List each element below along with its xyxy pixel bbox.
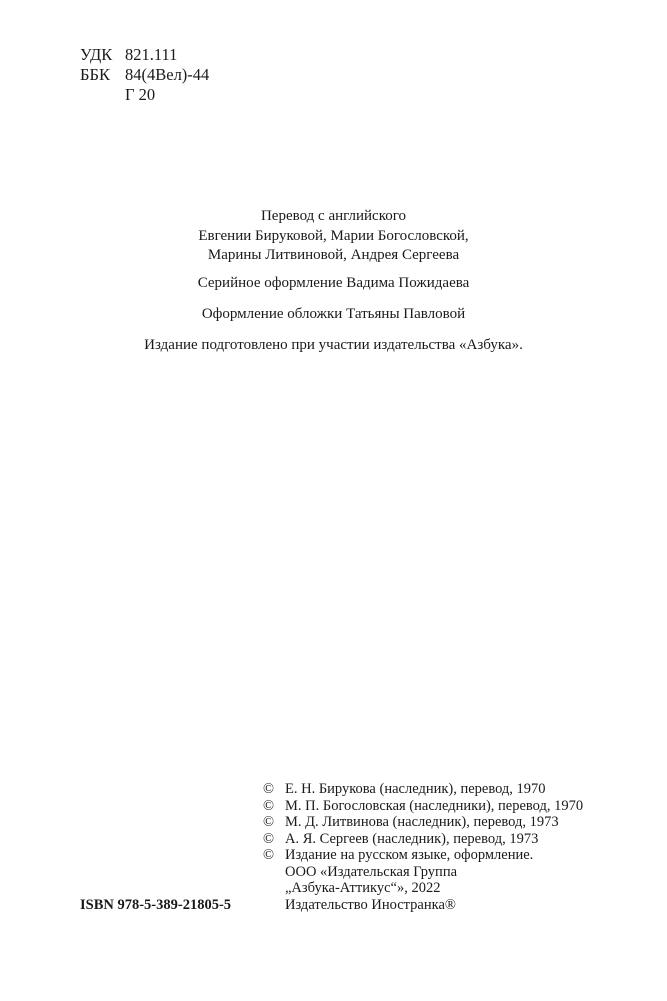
- copyright-symbol: ©: [263, 781, 275, 797]
- copyright-item: [263, 798, 583, 815]
- copyright-item: [263, 781, 583, 798]
- copyright-continuation: ООО «Издательская Группа: [285, 863, 458, 880]
- udk-value: 821.111: [125, 45, 178, 64]
- copyright-text: М. Д. Литвинова (наследник), перевод, 1973: [285, 814, 559, 830]
- udk-label: УДК: [80, 45, 113, 64]
- translation-line: Перевод с английского: [260, 208, 407, 224]
- copyright-symbol: ©: [263, 830, 275, 847]
- copyright-text: А. Я. Сергеев (наследник), перевод, 1973: [285, 830, 539, 847]
- copyright-text: М. П. Богословская (наследники), перевод, 1970: [285, 797, 584, 814]
- cover-design-credit: Оформление обложки Татьяны Павловой: [201, 306, 466, 322]
- udk-row: [80, 45, 209, 65]
- bbk-label: ББК: [80, 65, 110, 84]
- translation-line: Евгении Бируковой, Марии Богословской,: [198, 227, 469, 244]
- copyright-continuation: Издательство Иностранка®: [285, 896, 456, 913]
- copyright-symbol: ©: [263, 797, 275, 814]
- author-mark-row: [80, 85, 209, 105]
- translation-credit: [0, 207, 667, 266]
- classification-block: [80, 45, 209, 105]
- translation-line: Марины Литвиновой, Андрея Сергеева: [207, 247, 460, 263]
- copyright-block: [263, 781, 583, 913]
- bbk-row: [80, 65, 209, 85]
- copyright-symbol: ©: [263, 847, 275, 863]
- copyright-text: Издание на русском языке, оформление.: [285, 847, 534, 863]
- copyright-continuation: „Азбука-Аттикус“», 2022: [285, 880, 441, 896]
- isbn: ISBN 978-5-389-21805-5: [80, 897, 232, 913]
- bbk-value: 84(4Вел)-44: [125, 65, 210, 84]
- copyright-item: [263, 814, 583, 831]
- copyright-item: [263, 847, 583, 864]
- series-design-credit: Серийное оформление Вадима Пожидаева: [197, 275, 470, 291]
- author-mark: Г 20: [125, 85, 156, 104]
- publisher-note: Издание подготовлено при участии издательства «Азбука».: [144, 337, 523, 353]
- copyright-symbol: ©: [263, 814, 275, 830]
- copyright-text: Е. Н. Бирукова (наследник), перевод, 1970: [285, 781, 546, 797]
- copyright-item: [263, 831, 583, 848]
